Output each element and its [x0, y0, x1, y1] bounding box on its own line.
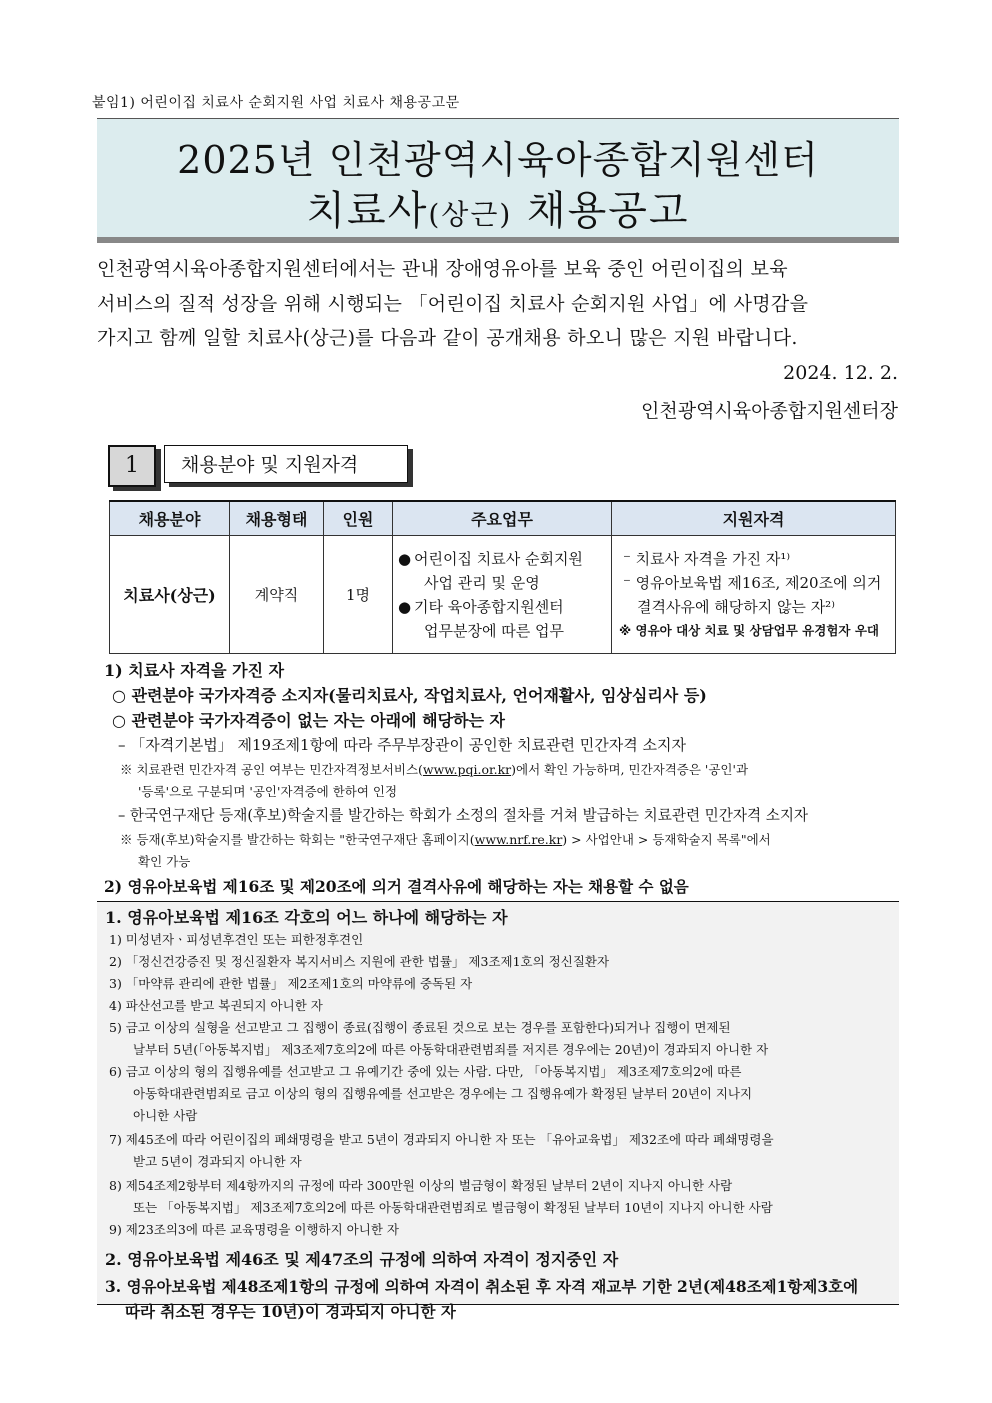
- cell-qualification: [612, 536, 896, 654]
- issuer: 인천광역시육아종합지원센터장: [641, 400, 898, 422]
- qualification-1: ⁻ 치료사 자격을 가진 자¹⁾: [623, 549, 791, 568]
- list-item: 7) 제45조에 따라 어린이집의 폐쇄명령을 받고 5년이 경과되지 아니한 자 또는 「유아교육법」 제32조에 따라 폐쇄명령을: [109, 1132, 774, 1147]
- nrf-link[interactable]: www.nrf.re.kr: [474, 832, 563, 847]
- list-item: 2) 「정신건강증진 및 정신질환자 복지서비스 지원에 관한 법률」 제3조제1호의 정신질환자: [109, 954, 610, 969]
- list-item: 받고 5년이 경과되지 아니한 자: [133, 1154, 302, 1169]
- cell-duties: [393, 536, 612, 654]
- note-1b1-remark-2: '등록'으로 구분되며 '공인'자격증에 한하여 인정: [138, 784, 398, 799]
- box-heading-3-cont: 따라 취소된 경우는 10년)이 경과되지 아니한 자: [125, 1302, 456, 1321]
- list-item: 날부터 5년(「아동복지법」 제3조제7호의2에 따른 아동학대관련범죄를 저지른 경우에는 20년)이 경과되지 아니한 자: [133, 1042, 769, 1057]
- intro-paragraph: 인천광역시육아종합지원센터에서는 관내 장애영유아를 보육 중인 어린이집의 보육 서비스의 질적 성장을 위해 시행되는 「어린이집 치료사 순회지원 사업」에 사명감을 가지고 함께 일할 치료사(상근)를 다음과 같이 공개채용 하오니 많은 지원 바랍니다.: [97, 258, 809, 349]
- box-heading-1: 1. 영유아보육법 제16조 각호의 어느 하나에 해당하는 자: [105, 908, 508, 927]
- pqi-link[interactable]: www.pqi.or.kr: [422, 762, 512, 777]
- list-item: 또는 「아동복지법」 제3조제7호의2에 따른 아동학대관련범죄로 벌금형이 확정된 날부터 10년이 지나지 아니한 사람: [133, 1200, 773, 1215]
- note-1: 1) 치료사 자격을 가진 자: [104, 661, 285, 680]
- attachment-label: 붙임1) 어린이집 치료사 순회지원 사업 치료사 채용공고문: [92, 95, 460, 111]
- list-item: 6) 금고 이상의 형의 집행유예를 선고받고 그 유예기간 중에 있는 사람. 다만, 「아동복지법」 제3조제7호의2에 따른: [109, 1064, 742, 1079]
- cell-count: 1명: [324, 536, 393, 654]
- preferred-note: ※ 영유아 대상 치료 및 상담업무 유경험자 우대: [619, 622, 879, 638]
- title-line-1: 2025년 인천광역시육아종합지원센터: [177, 138, 819, 182]
- header-count: 인원: [324, 501, 393, 536]
- table-header-row: [110, 501, 896, 536]
- header-type: 채용형태: [230, 501, 324, 536]
- note-1b1: – 「자격기본법」 제19조제1항에 따라 주무부장관이 공인한 치료관련 민간자격 소지자: [118, 736, 686, 754]
- notice-date: 2024. 12. 2.: [783, 362, 898, 384]
- note-1b2-remark-2: 확인 가능: [138, 854, 191, 869]
- note-1b: ○ 관련분야 국가자격증이 없는 자는 아래에 해당하는 자: [112, 711, 505, 730]
- list-item: 9) 제23조의3에 따른 교육명령을 이행하지 아니한 자: [109, 1222, 399, 1237]
- list-item: 4) 파산선고를 받고 복권되지 아니한 자: [109, 998, 323, 1013]
- title-line-2: 치료사(상근) 채용공고: [306, 188, 690, 234]
- list-item: 8) 제54조제2항부터 제4항까지의 규정에 따라 300만원 이상의 벌금형이 확정된 날부터 2년이 지나지 아니한 사람: [109, 1178, 733, 1193]
- qualification-2b: 결격사유에 해당하지 않는 자²⁾: [637, 597, 835, 616]
- note-1b2: – 한국연구재단 등재(후보)학술지를 발간하는 학회가 소정의 절차를 거쳐 발급하는 치료관련 민간자격 소지자: [118, 807, 809, 824]
- header-qualification: 지원자격: [612, 501, 896, 536]
- title-box: [97, 118, 899, 237]
- table-row: [110, 536, 896, 654]
- box-heading-3: 3. 영유아보육법 제48조제1항의 규정에 의하여 자격이 취소된 후 자격 재교부 기한 2년(제48조제1항제3호에: [105, 1277, 859, 1296]
- list-item: 아동학대관련범죄로 금고 이상의 형의 집행유예를 선고받은 경우에는 그 집행유예가 확정된 날부터 20년이 지나지: [133, 1086, 753, 1101]
- list-item: 5) 금고 이상의 실형을 선고받고 그 집행이 종료(집행이 종료된 것으로 보는 경우를 포함한다)되거나 집행이 면제된: [109, 1020, 731, 1035]
- note-1a: ○ 관련분야 국가자격증 소지자(물리치료사, 작업치료사, 언어재활사, 임상심리사 등): [112, 686, 707, 705]
- qualification-2a: ⁻ 영유아보육법 제16조, 제20조에 의거: [623, 573, 882, 592]
- disqualification-box: [97, 901, 899, 1305]
- cell-type: 계약직: [230, 536, 324, 654]
- note-1b1-remark: ※ 치료관련 민간자격 공인 여부는 민간자격정보서비스(www.pqi.or.kr)에서 확인 가능하며, 민간자격증은 '공인'과: [120, 762, 749, 777]
- cell-field: 치료사(상근): [110, 536, 230, 654]
- list-item: ● 어린이집 치료사 순회지원 사업 관리 및 운영: [398, 549, 583, 592]
- list-item: ● 기타 육아종합지원센터 업무분장에 따른 업무: [398, 597, 564, 640]
- header-duties: 주요업무: [393, 501, 612, 536]
- section-title: 채용분야 및 지원자격: [164, 445, 408, 483]
- list-item: 1) 미성년자ㆍ피성년후견인 또는 피한정후견인: [109, 932, 364, 947]
- note-1b2-remark: ※ 등재(후보)학술지를 발간하는 학회는 "한국연구재단 홈페이지(www.nrf.re.kr) > 사업안내 > 등재학술지 목록"에서: [120, 832, 771, 847]
- header-field: 채용분야: [110, 501, 230, 536]
- list-item: 아니한 사람: [133, 1108, 198, 1123]
- section-number: 1: [108, 445, 156, 487]
- title-underline: [97, 237, 899, 243]
- recruitment-table: [109, 500, 896, 654]
- box-heading-2: 2. 영유아보육법 제46조 및 제47조의 규정에 의하여 자격이 정지중인 자: [105, 1250, 619, 1269]
- note-2: 2) 영유아보육법 제16조 및 제20조에 의거 결격사유에 해당하는 자는 채용할 수 없음: [104, 877, 689, 896]
- list-item: 3) 「마약류 관리에 관한 법률」 제2조제1호의 마약류에 중독된 자: [109, 976, 473, 991]
